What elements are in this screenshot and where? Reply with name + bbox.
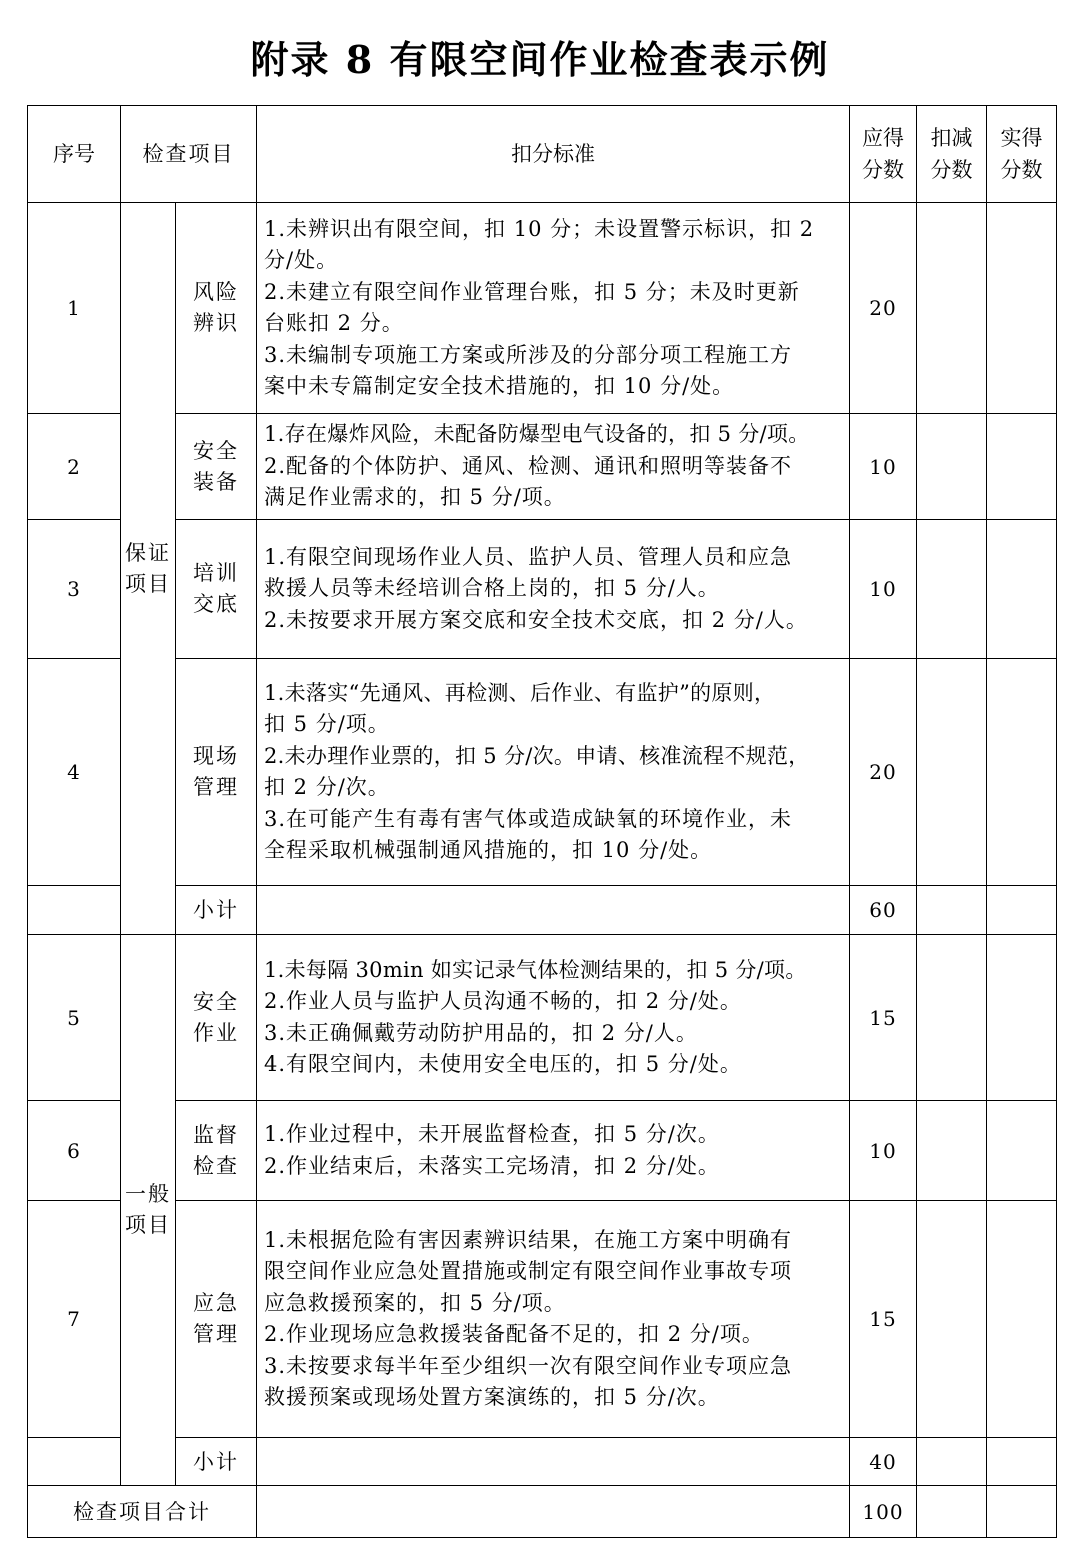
subtotal-deduct-cell[interactable] [917, 1438, 987, 1486]
category-guarantee [121, 203, 176, 935]
row-should-score: 10 [850, 520, 917, 659]
row-item [176, 414, 257, 520]
criteria-line: 1.未每隔 30min 如实记录气体检测结果的，扣 5 分/项。 [264, 957, 807, 982]
criteria-line: 3.未按要求每半年至少组织一次有限空间作业专项应急 [264, 1353, 793, 1378]
subtotal-label: 小计 [176, 886, 257, 935]
item-line1: 风险 [193, 280, 239, 304]
header-should-line2: 分数 [862, 158, 904, 182]
subtotal-deduct-cell[interactable] [917, 886, 987, 935]
item-line1: 应急 [193, 1291, 239, 1315]
row-criteria [257, 935, 850, 1101]
subtotal-should-score: 60 [850, 886, 917, 935]
item-line1: 现场 [193, 744, 239, 768]
header-seq: 序号 [28, 106, 121, 203]
row-criteria [257, 1101, 850, 1201]
subtotal-criteria-empty [257, 886, 850, 935]
row-deduct-score-cell[interactable] [917, 1201, 987, 1438]
header-actual-line2: 分数 [1000, 158, 1043, 182]
criteria-line: 满足作业需求的，扣 5 分/项。 [264, 485, 566, 510]
total-label: 检查项目合计 [28, 1486, 257, 1538]
criteria-line: 案中未专篇制定安全技术措施的，扣 10 分/处。 [264, 374, 735, 398]
item-line2: 装备 [193, 469, 239, 494]
row-should-score: 20 [850, 659, 917, 886]
criteria-line: 1.存在爆炸风险，未配备防爆型电气设备的，扣 5 分/项。 [264, 422, 810, 447]
subtotal-seq-empty [28, 886, 121, 935]
table-row [28, 1201, 1057, 1438]
row-item [176, 520, 257, 659]
subtotal-actual-cell[interactable] [987, 886, 1057, 935]
criteria-line: 1.未根据危险有害因素辨识结果，在施工方案中明确有 [264, 1227, 793, 1252]
category-line1: 一般 [125, 1182, 171, 1206]
row-item [176, 659, 257, 886]
item-line2: 管理 [193, 775, 239, 799]
row-deduct-score-cell[interactable] [917, 659, 987, 886]
subtotal-criteria-empty [257, 1438, 850, 1486]
item-line1: 安全 [193, 438, 239, 463]
criteria-line: 台账扣 2 分。 [264, 311, 404, 335]
header-actual-line1: 实得 [1000, 126, 1043, 150]
item-line2: 辨识 [193, 311, 239, 335]
total-should-score: 100 [850, 1486, 917, 1538]
row-should-score: 10 [850, 1101, 917, 1201]
criteria-line: 1.未辨识出有限空间，扣 10 分；未设置警示标识，扣 2 [264, 216, 815, 241]
row-criteria [257, 659, 850, 886]
row-should-score: 20 [850, 203, 917, 414]
item-line2: 检查 [193, 1153, 239, 1178]
row-item [176, 1201, 257, 1438]
criteria-line: 限空间作业应急处置措施或制定有限空间作业事故专项 [264, 1259, 792, 1283]
header-deduct-line2: 分数 [930, 158, 973, 182]
item-line2: 交底 [193, 592, 239, 616]
header-deduct-score [917, 106, 987, 203]
total-deduct-cell[interactable] [917, 1486, 987, 1538]
table-header-row [28, 106, 1057, 203]
row-deduct-score-cell[interactable] [917, 203, 987, 414]
row-seq: 1 [28, 203, 121, 414]
subtotal-row [28, 886, 1057, 935]
row-actual-score-cell[interactable] [987, 1101, 1057, 1201]
row-criteria [257, 1201, 850, 1438]
row-criteria [257, 203, 850, 414]
subtotal-actual-cell[interactable] [987, 1438, 1057, 1486]
inspection-table [27, 105, 1057, 1538]
criteria-line: 分/处。 [264, 248, 339, 272]
row-criteria [257, 414, 850, 520]
header-should-line1: 应得 [862, 126, 904, 150]
row-actual-score-cell[interactable] [987, 520, 1057, 659]
row-item [176, 1101, 257, 1201]
header-actual-score [987, 106, 1057, 203]
total-criteria-empty [257, 1486, 850, 1538]
item-line1: 监督 [193, 1122, 239, 1147]
criteria-line: 3.在可能产生有毒有害气体或造成缺氧的环境作业，未 [264, 806, 793, 831]
row-seq: 4 [28, 659, 121, 886]
category-general [121, 935, 176, 1486]
criteria-line: 2.作业人员与监护人员沟通不畅的，扣 2 分/处。 [264, 989, 742, 1013]
category-line1: 保证 [125, 540, 171, 565]
table-row [28, 1101, 1057, 1201]
criteria-line: 救援人员等未经培训合格上岗的，扣 5 分/人。 [264, 576, 720, 601]
criteria-line: 2.作业结束后，未落实工完场清，扣 2 分/处。 [264, 1153, 720, 1178]
item-line2: 作业 [193, 1020, 239, 1045]
criteria-line: 2.配备的个体防护、通风、检测、通讯和照明等装备不 [264, 453, 793, 478]
row-should-score: 15 [850, 935, 917, 1101]
criteria-line: 应急救援预案的，扣 5 分/项。 [264, 1290, 566, 1315]
row-actual-score-cell[interactable] [987, 414, 1057, 520]
header-deduct-line1: 扣减 [930, 126, 973, 150]
row-criteria [257, 520, 850, 659]
item-line1: 安全 [193, 989, 239, 1014]
row-deduct-score-cell[interactable] [917, 935, 987, 1101]
subtotal-seq-empty [28, 1438, 121, 1486]
criteria-line: 扣 2 分/次。 [264, 775, 390, 799]
criteria-line: 1.作业过程中，未开展监督检查，扣 5 分/次。 [264, 1122, 720, 1146]
table-row [28, 659, 1057, 886]
item-line1: 培训 [193, 561, 239, 585]
row-item [176, 203, 257, 414]
table-row [28, 520, 1057, 659]
row-seq: 3 [28, 520, 121, 659]
row-seq: 6 [28, 1101, 121, 1201]
category-line2: 项目 [125, 1213, 171, 1237]
row-should-score: 10 [850, 414, 917, 520]
criteria-line: 1.有限空间现场作业人员、监护人员、管理人员和应急 [264, 544, 793, 569]
subtotal-row [28, 1438, 1057, 1486]
row-actual-score-cell[interactable] [987, 935, 1057, 1101]
row-seq: 2 [28, 414, 121, 520]
row-deduct-score-cell[interactable] [917, 414, 987, 520]
total-actual-cell[interactable] [987, 1486, 1057, 1538]
subtotal-should-score: 40 [850, 1438, 917, 1486]
table-row [28, 935, 1057, 1101]
row-actual-score-cell[interactable] [987, 659, 1057, 886]
page-title: 附录 8 有限空间作业检查表示例 [250, 37, 830, 82]
header-criteria: 扣分标准 [257, 106, 850, 203]
row-seq: 7 [28, 1201, 121, 1438]
criteria-line: 全程采取机械强制通风措施的，扣 10 分/处。 [264, 838, 713, 862]
criteria-line: 扣 5 分/项。 [264, 712, 390, 736]
item-line2: 管理 [193, 1322, 239, 1346]
criteria-line: 4.有限空间内，未使用安全电压的，扣 5 分/处。 [264, 1052, 742, 1076]
criteria-line: 2.作业现场应急救援装备配备不足的，扣 2 分/项。 [264, 1322, 764, 1346]
row-actual-score-cell[interactable] [987, 203, 1057, 414]
table-row [28, 203, 1057, 414]
criteria-line: 3.未编制专项施工方案或所涉及的分部分项工程施工方 [264, 342, 793, 367]
criteria-line: 1.未落实“先通风、再检测、后作业、有监护”的原则， [264, 680, 776, 705]
row-item [176, 935, 257, 1101]
criteria-line: 救援预案或现场处置方案演练的，扣 5 分/次。 [264, 1385, 720, 1409]
total-row [28, 1486, 1057, 1538]
header-item: 检查项目 [121, 106, 257, 203]
header-should-score [850, 106, 917, 203]
criteria-line: 2.未建立有限空间作业管理台账，扣 5 分；未及时更新 [264, 279, 800, 304]
row-seq: 5 [28, 935, 121, 1101]
table-row [28, 414, 1057, 520]
criteria-line: 2.未办理作业票的，扣 5 分/次。申请、核准流程不规范， [264, 743, 810, 768]
category-line2: 项目 [125, 571, 171, 596]
row-should-score: 15 [850, 1201, 917, 1438]
row-deduct-score-cell[interactable] [917, 1101, 987, 1201]
subtotal-label: 小计 [176, 1438, 257, 1486]
row-actual-score-cell[interactable] [987, 1201, 1057, 1438]
criteria-line: 2.未按要求开展方案交底和安全技术交底，扣 2 分/人。 [264, 607, 808, 632]
row-deduct-score-cell[interactable] [917, 520, 987, 659]
criteria-line: 3.未正确佩戴劳动防护用品的，扣 2 分/人。 [264, 1020, 698, 1045]
